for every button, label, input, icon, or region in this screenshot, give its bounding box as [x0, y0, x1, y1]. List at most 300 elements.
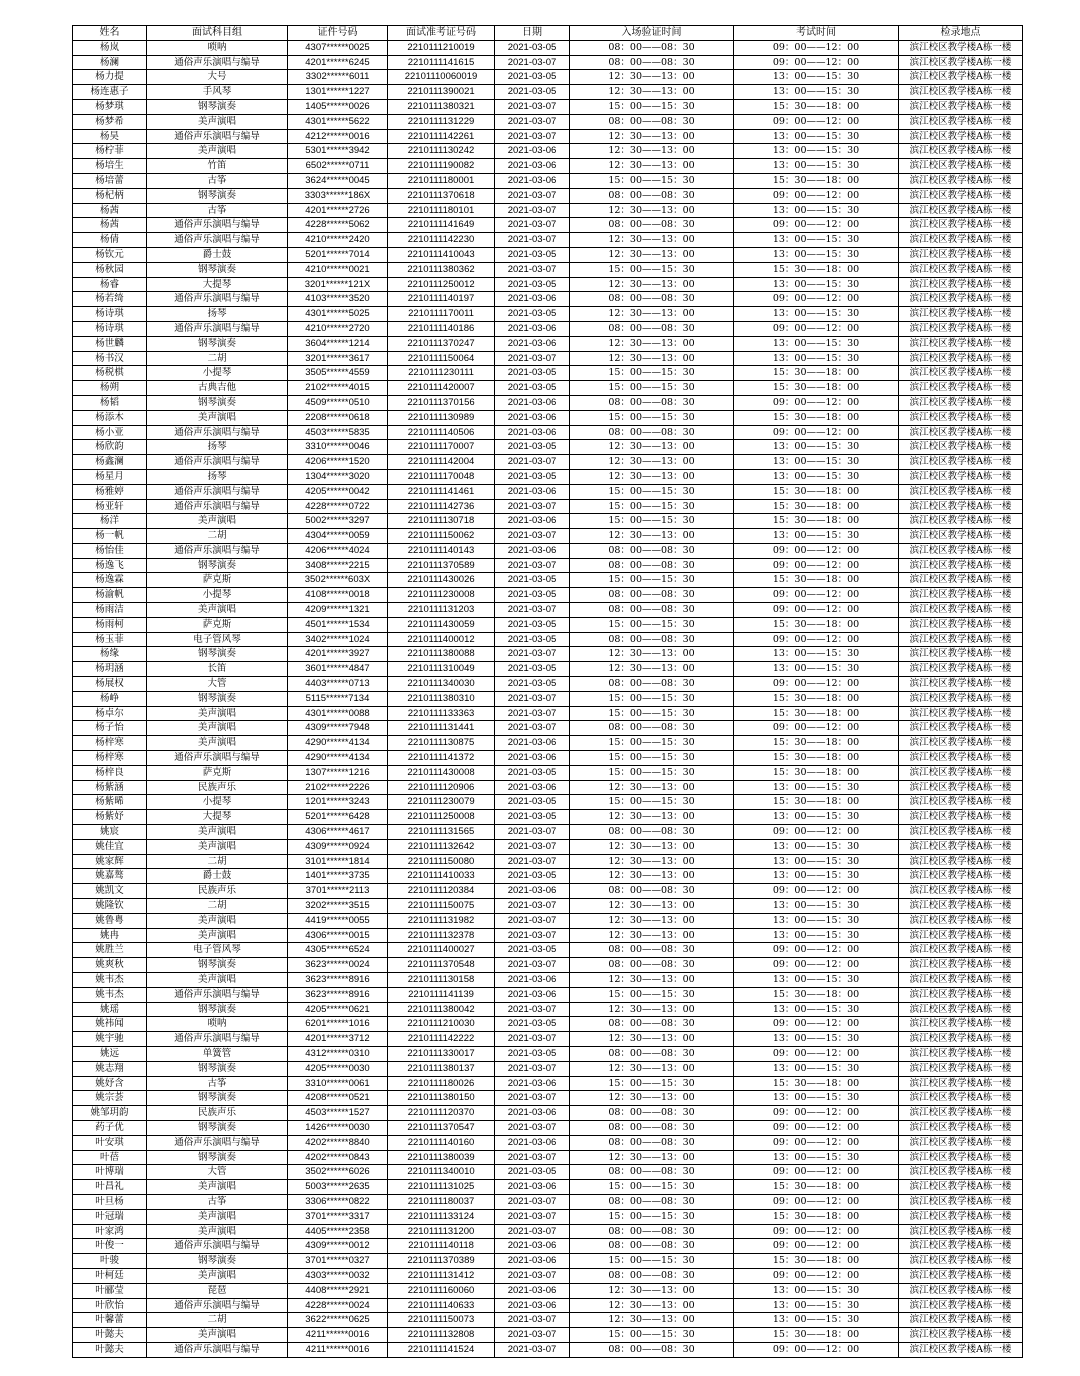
- cell-check-in-location: 滨江校区教学楼A栋一楼: [899, 1268, 1023, 1283]
- cell-id-number: 5115******7134: [288, 691, 388, 706]
- cell-subject-group: 通俗声乐演唱与编导: [147, 1135, 288, 1150]
- cell-subject-group: 美声演唱: [147, 144, 288, 159]
- cell-subject-group: 通俗声乐演唱与编导: [147, 425, 288, 440]
- cell-entry-check-time: 12：30——13：00: [570, 469, 734, 484]
- cell-name: 杨杞柄: [73, 188, 147, 203]
- table-row: [73, 336, 1023, 351]
- cell-date: 2021-03-05: [495, 307, 570, 322]
- cell-date: 2021-03-06: [495, 987, 570, 1002]
- cell-id-number: 4202******8840: [288, 1135, 388, 1150]
- cell-admission-number: 2210111400027: [388, 943, 495, 958]
- cell-name: 杨秋园: [73, 262, 147, 277]
- cell-date: 2021-03-05: [495, 662, 570, 677]
- cell-id-number: 4309******0012: [288, 1239, 388, 1254]
- cell-date: 2021-03-05: [495, 632, 570, 647]
- cell-admission-number: 2210111380137: [388, 1061, 495, 1076]
- cell-check-in-location: 滨江校区教学楼A栋一楼: [899, 1061, 1023, 1076]
- cell-name: 杨星月: [73, 469, 147, 484]
- cell-admission-number: 2210111340030: [388, 677, 495, 692]
- table-row: [73, 55, 1023, 70]
- cell-date: 2021-03-07: [495, 558, 570, 573]
- table-row: [73, 188, 1023, 203]
- cell-subject-group: 小提琴: [147, 366, 288, 381]
- cell-exam-time: 13：00——15：30: [734, 1283, 899, 1298]
- cell-date: 2021-03-07: [495, 1032, 570, 1047]
- cell-name: 姚隆钦: [73, 899, 147, 914]
- cell-admission-number: 2210111131203: [388, 603, 495, 618]
- table-row: [73, 499, 1023, 514]
- cell-admission-number: 2210111370389: [388, 1254, 495, 1269]
- table-row: [73, 440, 1023, 455]
- cell-exam-time: 09：00——12：00: [734, 632, 899, 647]
- cell-check-in-location: 滨江校区教学楼A栋一楼: [899, 810, 1023, 825]
- cell-id-number: 4290******4134: [288, 736, 388, 751]
- cell-id-number: 4501******1534: [288, 617, 388, 632]
- cell-date: 2021-03-06: [495, 1283, 570, 1298]
- table-row: [73, 899, 1023, 914]
- cell-admission-number: 2210111430008: [388, 765, 495, 780]
- cell-name: 叶懿夫: [73, 1328, 147, 1343]
- cell-date: 2021-03-06: [495, 410, 570, 425]
- cell-admission-number: 2210111230111: [388, 366, 495, 381]
- cell-subject-group: 爵士鼓: [147, 247, 288, 262]
- cell-exam-time: 13：00——15：30: [734, 351, 899, 366]
- cell-subject-group: 二胡: [147, 1313, 288, 1328]
- cell-name: 杨逸飞: [73, 558, 147, 573]
- cell-entry-check-time: 08：00——08：30: [570, 1135, 734, 1150]
- cell-exam-time: 13：00——15：30: [734, 277, 899, 292]
- cell-check-in-location: 滨江校区教学楼A栋一楼: [899, 1032, 1023, 1047]
- cell-admission-number: 2210111420007: [388, 381, 495, 396]
- cell-entry-check-time: 08：00——08：30: [570, 632, 734, 647]
- cell-admission-number: 2210111141461: [388, 484, 495, 499]
- cell-admission-number: 2210111150075: [388, 899, 495, 914]
- cell-name: 叶家鸿: [73, 1224, 147, 1239]
- cell-date: 2021-03-06: [495, 1298, 570, 1313]
- cell-admission-number: 2210111131229: [388, 114, 495, 129]
- cell-check-in-location: 滨江校区教学楼A栋一楼: [899, 662, 1023, 677]
- table-row: [73, 1254, 1023, 1269]
- cell-id-number: 2208******0618: [288, 410, 388, 425]
- cell-check-in-location: 滨江校区教学楼A栋一楼: [899, 869, 1023, 884]
- cell-name: 杨雨洁: [73, 603, 147, 618]
- cell-exam-time: 15：30——18：00: [734, 484, 899, 499]
- table-row: [73, 1298, 1023, 1313]
- cell-exam-time: 15：30——18：00: [734, 765, 899, 780]
- cell-subject-group: 唢呐: [147, 1017, 288, 1032]
- cell-date: 2021-03-06: [495, 292, 570, 307]
- cell-id-number: 4301******5622: [288, 114, 388, 129]
- cell-check-in-location: 滨江校区教学楼A栋一楼: [899, 410, 1023, 425]
- table-row: [73, 277, 1023, 292]
- cell-subject-group: 通俗声乐演唱与编导: [147, 129, 288, 144]
- cell-subject-group: 钢琴演奏: [147, 1091, 288, 1106]
- cell-id-number: 4228******5062: [288, 218, 388, 233]
- table-row: [73, 40, 1023, 55]
- cell-check-in-location: 滨江校区教学楼A栋一楼: [899, 1106, 1023, 1121]
- cell-check-in-location: 滨江校区教学楼A栋一楼: [899, 218, 1023, 233]
- cell-name: 杨诗琪: [73, 321, 147, 336]
- table-row: [73, 351, 1023, 366]
- cell-name: 叶俊一: [73, 1239, 147, 1254]
- cell-subject-group: 美声演唱: [147, 410, 288, 425]
- cell-name: 姚妤含: [73, 1076, 147, 1091]
- cell-exam-time: 09：00——12：00: [734, 1046, 899, 1061]
- cell-id-number: 3701******3317: [288, 1209, 388, 1224]
- cell-entry-check-time: 08：00——08：30: [570, 1046, 734, 1061]
- cell-date: 2021-03-07: [495, 854, 570, 869]
- cell-admission-number: 2210111131565: [388, 825, 495, 840]
- table-row: [73, 1194, 1023, 1209]
- cell-admission-number: 2210111390021: [388, 85, 495, 100]
- cell-date: 2021-03-06: [495, 1180, 570, 1195]
- cell-check-in-location: 滨江校区教学楼A栋一楼: [899, 854, 1023, 869]
- cell-date: 2021-03-05: [495, 469, 570, 484]
- cell-admission-number: 2210111133124: [388, 1209, 495, 1224]
- table-row: [73, 114, 1023, 129]
- cell-entry-check-time: 12：30——13：00: [570, 662, 734, 677]
- cell-exam-time: 09：00——12：00: [734, 55, 899, 70]
- cell-subject-group: 爵士鼓: [147, 869, 288, 884]
- cell-check-in-location: 滨江校区教学楼A栋一楼: [899, 455, 1023, 470]
- cell-admission-number: 2210111140197: [388, 292, 495, 307]
- table-row: [73, 262, 1023, 277]
- cell-name: 姚鲁粤: [73, 913, 147, 928]
- cell-admission-number: 2210111160060: [388, 1283, 495, 1298]
- cell-check-in-location: 滨江校区教学楼A栋一楼: [899, 425, 1023, 440]
- cell-name: 姚祎闻: [73, 1017, 147, 1032]
- cell-check-in-location: 滨江校区教学楼A栋一楼: [899, 55, 1023, 70]
- cell-entry-check-time: 15：00——15：30: [570, 706, 734, 721]
- cell-exam-time: 15：30——18：00: [734, 499, 899, 514]
- cell-subject-group: 钢琴演奏: [147, 1002, 288, 1017]
- table-row: [73, 1046, 1023, 1061]
- table-row: [73, 1328, 1023, 1343]
- cell-entry-check-time: 15：00——15：30: [570, 366, 734, 381]
- cell-id-number: 4405******2358: [288, 1224, 388, 1239]
- cell-name: 姚凯文: [73, 884, 147, 899]
- cell-check-in-location: 滨江校区教学楼A栋一楼: [899, 321, 1023, 336]
- cell-name: 杨欣韵: [73, 440, 147, 455]
- cell-name: 姚韦杰: [73, 973, 147, 988]
- cell-admission-number: 2210111130158: [388, 973, 495, 988]
- cell-date: 2021-03-06: [495, 395, 570, 410]
- cell-check-in-location: 滨江校区教学楼A栋一楼: [899, 1224, 1023, 1239]
- cell-check-in-location: 滨江校区教学楼A栋一楼: [899, 1254, 1023, 1269]
- cell-date: 2021-03-07: [495, 839, 570, 854]
- cell-entry-check-time: 15：00——15：30: [570, 514, 734, 529]
- cell-subject-group: 美声演唱: [147, 736, 288, 751]
- cell-date: 2021-03-05: [495, 40, 570, 55]
- cell-subject-group: 大号: [147, 70, 288, 85]
- cell-entry-check-time: 15：00——15：30: [570, 1254, 734, 1269]
- cell-name: 杨玥涵: [73, 662, 147, 677]
- cell-entry-check-time: 12：30——13：00: [570, 203, 734, 218]
- cell-admission-number: 2210111131025: [388, 1180, 495, 1195]
- cell-subject-group: 钢琴演奏: [147, 336, 288, 351]
- cell-name: 杨怡佳: [73, 543, 147, 558]
- table-body: [73, 40, 1023, 1357]
- cell-date: 2021-03-06: [495, 751, 570, 766]
- table-row: [73, 839, 1023, 854]
- cell-exam-time: 13：00——15：30: [734, 203, 899, 218]
- cell-name: 姚嘉骜: [73, 869, 147, 884]
- cell-date: 2021-03-06: [495, 543, 570, 558]
- cell-id-number: 4205******0621: [288, 1002, 388, 1017]
- cell-admission-number: 2210111141649: [388, 218, 495, 233]
- cell-id-number: 4201******6245: [288, 55, 388, 70]
- cell-id-number: 4209******1321: [288, 603, 388, 618]
- table-row: [73, 780, 1023, 795]
- cell-name: 叶馨蕾: [73, 1313, 147, 1328]
- cell-name: 杨紫涵: [73, 780, 147, 795]
- table-row: [73, 484, 1023, 499]
- cell-admission-number: 2210111150064: [388, 351, 495, 366]
- cell-id-number: 4309******0924: [288, 839, 388, 854]
- cell-exam-time: 13：00——15：30: [734, 144, 899, 159]
- cell-admission-number: 2210111380042: [388, 1002, 495, 1017]
- cell-entry-check-time: 08：00——08：30: [570, 825, 734, 840]
- cell-exam-time: 15：30——18：00: [734, 1254, 899, 1269]
- table-row: [73, 1106, 1023, 1121]
- cell-name: 叶冠瑞: [73, 1209, 147, 1224]
- cell-id-number: 4211******0016: [288, 1342, 388, 1357]
- cell-admission-number: 2210111132808: [388, 1328, 495, 1343]
- cell-entry-check-time: 12：30——13：00: [570, 70, 734, 85]
- cell-subject-group: 钢琴演奏: [147, 958, 288, 973]
- table-row: [73, 1224, 1023, 1239]
- cell-date: 2021-03-05: [495, 1017, 570, 1032]
- cell-id-number: 3622******0625: [288, 1313, 388, 1328]
- cell-entry-check-time: 08：00——08：30: [570, 958, 734, 973]
- cell-admission-number: 2210111132642: [388, 839, 495, 854]
- cell-admission-number: 2210111370547: [388, 1120, 495, 1135]
- cell-exam-time: 09：00——12：00: [734, 1224, 899, 1239]
- cell-subject-group: 钢琴演奏: [147, 262, 288, 277]
- cell-check-in-location: 滨江校区教学楼A栋一楼: [899, 144, 1023, 159]
- table-row: [73, 1268, 1023, 1283]
- cell-subject-group: 民族声乐: [147, 780, 288, 795]
- cell-id-number: 4201******2726: [288, 203, 388, 218]
- cell-admission-number: 2210111180101: [388, 203, 495, 218]
- cell-entry-check-time: 08：00——08：30: [570, 188, 734, 203]
- cell-date: 2021-03-05: [495, 765, 570, 780]
- cell-date: 2021-03-06: [495, 884, 570, 899]
- cell-admission-number: 2210111140633: [388, 1298, 495, 1313]
- cell-name: 姚佳宜: [73, 839, 147, 854]
- table-row: [73, 573, 1023, 588]
- cell-exam-time: 15：30——18：00: [734, 366, 899, 381]
- cell-subject-group: 美声演唱: [147, 514, 288, 529]
- cell-name: 姚志翔: [73, 1061, 147, 1076]
- cell-check-in-location: 滨江校区教学楼A栋一楼: [899, 1135, 1023, 1150]
- cell-subject-group: 通俗声乐演唱与编导: [147, 484, 288, 499]
- cell-exam-time: 13：00——15：30: [734, 529, 899, 544]
- table-row: [73, 1165, 1023, 1180]
- table-row: [73, 395, 1023, 410]
- table-row: [73, 203, 1023, 218]
- cell-exam-time: 15：30——18：00: [734, 99, 899, 114]
- cell-id-number: 4306******4617: [288, 825, 388, 840]
- cell-name: 杨玉菲: [73, 632, 147, 647]
- cell-check-in-location: 滨江校区教学楼A栋一楼: [899, 1120, 1023, 1135]
- cell-admission-number: 2210111130989: [388, 410, 495, 425]
- cell-entry-check-time: 08：00——08：30: [570, 1342, 734, 1357]
- cell-date: 2021-03-06: [495, 1106, 570, 1121]
- cell-exam-time: 15：30——18：00: [734, 1328, 899, 1343]
- cell-name: 杨子怡: [73, 721, 147, 736]
- cell-entry-check-time: 12：30——13：00: [570, 1091, 734, 1106]
- cell-date: 2021-03-07: [495, 351, 570, 366]
- table-row: [73, 884, 1023, 899]
- cell-id-number: 3624******0045: [288, 173, 388, 188]
- cell-admission-number: 2210111130718: [388, 514, 495, 529]
- cell-entry-check-time: 08：00——08：30: [570, 677, 734, 692]
- cell-name: 杨鑫澜: [73, 455, 147, 470]
- cell-admission-number: 2210111410043: [388, 247, 495, 262]
- cell-check-in-location: 滨江校区教学楼A栋一楼: [899, 913, 1023, 928]
- cell-id-number: 6502******0711: [288, 159, 388, 174]
- cell-id-number: 5201******7014: [288, 247, 388, 262]
- cell-date: 2021-03-07: [495, 233, 570, 248]
- cell-entry-check-time: 12：30——13：00: [570, 780, 734, 795]
- cell-date: 2021-03-07: [495, 1268, 570, 1283]
- cell-check-in-location: 滨江校区教学楼A栋一楼: [899, 973, 1023, 988]
- cell-admission-number: 2210111230008: [388, 588, 495, 603]
- header-id-number: 证件号码: [288, 26, 388, 41]
- cell-id-number: 4206******4024: [288, 543, 388, 558]
- cell-admission-number: 2210111141372: [388, 751, 495, 766]
- cell-entry-check-time: 12：30——13：00: [570, 928, 734, 943]
- cell-admission-number: 2210111340010: [388, 1165, 495, 1180]
- cell-entry-check-time: 08：00——08：30: [570, 1120, 734, 1135]
- cell-name: 杨税棋: [73, 366, 147, 381]
- cell-date: 2021-03-05: [495, 381, 570, 396]
- cell-admission-number: 2210111120906: [388, 780, 495, 795]
- cell-admission-number: 2210111150062: [388, 529, 495, 544]
- cell-exam-time: 09：00——12：00: [734, 40, 899, 55]
- cell-exam-time: 13：00——15：30: [734, 440, 899, 455]
- cell-exam-time: 09：00——12：00: [734, 958, 899, 973]
- cell-entry-check-time: 12：30——13：00: [570, 277, 734, 292]
- cell-entry-check-time: 08：00——08：30: [570, 1165, 734, 1180]
- cell-name: 杨梦希: [73, 114, 147, 129]
- cell-exam-time: 15：30——18：00: [734, 706, 899, 721]
- cell-name: 杨若绮: [73, 292, 147, 307]
- cell-date: 2021-03-05: [495, 573, 570, 588]
- cell-check-in-location: 滨江校区教学楼A栋一楼: [899, 129, 1023, 144]
- cell-exam-time: 09：00——12：00: [734, 188, 899, 203]
- cell-id-number: 4303******0032: [288, 1268, 388, 1283]
- table-row: [73, 928, 1023, 943]
- cell-exam-time: 13：00——15：30: [734, 85, 899, 100]
- cell-subject-group: 古筝: [147, 203, 288, 218]
- cell-name: 杨书汉: [73, 351, 147, 366]
- cell-name: 杨小亚: [73, 425, 147, 440]
- cell-check-in-location: 滨江校区教学楼A栋一楼: [899, 469, 1023, 484]
- cell-check-in-location: 滨江校区教学楼A栋一楼: [899, 839, 1023, 854]
- cell-check-in-location: 滨江校区教学楼A栋一楼: [899, 366, 1023, 381]
- cell-admission-number: 2210111370247: [388, 336, 495, 351]
- cell-date: 2021-03-06: [495, 336, 570, 351]
- cell-name: 杨朔: [73, 381, 147, 396]
- cell-check-in-location: 滨江校区教学楼A栋一楼: [899, 617, 1023, 632]
- table-row: [73, 321, 1023, 336]
- cell-entry-check-time: 15：00——15：30: [570, 765, 734, 780]
- cell-entry-check-time: 12：30——13：00: [570, 1061, 734, 1076]
- cell-admission-number: 2210111140143: [388, 543, 495, 558]
- cell-id-number: 3623******0024: [288, 958, 388, 973]
- cell-entry-check-time: 12：30——13：00: [570, 647, 734, 662]
- cell-admission-number: 2210111370618: [388, 188, 495, 203]
- cell-admission-number: 2210111430059: [388, 617, 495, 632]
- cell-admission-number: 2210111130242: [388, 144, 495, 159]
- table-row: [73, 366, 1023, 381]
- cell-admission-number: 2210111380310: [388, 691, 495, 706]
- cell-name: 杨洋: [73, 514, 147, 529]
- cell-subject-group: 通俗声乐演唱与编导: [147, 1239, 288, 1254]
- cell-admission-number: 2210111141615: [388, 55, 495, 70]
- cell-date: 2021-03-07: [495, 647, 570, 662]
- cell-exam-time: 13：00——15：30: [734, 913, 899, 928]
- table-row: [73, 691, 1023, 706]
- cell-name: 杨紫妤: [73, 810, 147, 825]
- cell-exam-time: 13：00——15：30: [734, 247, 899, 262]
- cell-date: 2021-03-07: [495, 1328, 570, 1343]
- cell-id-number: 1304******3020: [288, 469, 388, 484]
- table-row: [73, 1209, 1023, 1224]
- table-row: [73, 721, 1023, 736]
- cell-exam-time: 09：00——12：00: [734, 677, 899, 692]
- table-row: [73, 159, 1023, 174]
- cell-subject-group: 通俗声乐演唱与编导: [147, 55, 288, 70]
- cell-check-in-location: 滨江校区教学楼A栋一楼: [899, 899, 1023, 914]
- cell-date: 2021-03-05: [495, 795, 570, 810]
- table-row: [73, 810, 1023, 825]
- cell-exam-time: 13：00——15：30: [734, 469, 899, 484]
- table-row: [73, 425, 1023, 440]
- cell-entry-check-time: 15：00——15：30: [570, 573, 734, 588]
- cell-check-in-location: 滨江校区教学楼A栋一楼: [899, 307, 1023, 322]
- cell-check-in-location: 滨江校区教学楼A栋一楼: [899, 987, 1023, 1002]
- cell-check-in-location: 滨江校区教学楼A栋一楼: [899, 751, 1023, 766]
- cell-subject-group: 钢琴演奏: [147, 1120, 288, 1135]
- cell-name: 杨昊: [73, 129, 147, 144]
- cell-id-number: 3601******4847: [288, 662, 388, 677]
- cell-exam-time: 13：00——15：30: [734, 1002, 899, 1017]
- cell-check-in-location: 滨江校区教学楼A栋一楼: [899, 292, 1023, 307]
- cell-admission-number: 2210111400012: [388, 632, 495, 647]
- cell-subject-group: 钢琴演奏: [147, 1150, 288, 1165]
- cell-subject-group: 美声演唱: [147, 928, 288, 943]
- cell-check-in-location: 滨江校区教学楼A栋一楼: [899, 85, 1023, 100]
- cell-name: 杨倩: [73, 233, 147, 248]
- cell-id-number: 4201******3712: [288, 1032, 388, 1047]
- cell-name: 杨岚: [73, 40, 147, 55]
- cell-date: 2021-03-07: [495, 913, 570, 928]
- cell-date: 2021-03-05: [495, 440, 570, 455]
- cell-admission-number: 2210111370589: [388, 558, 495, 573]
- cell-id-number: 4228******0024: [288, 1298, 388, 1313]
- cell-exam-time: 09：00——12：00: [734, 1342, 899, 1357]
- cell-entry-check-time: 12：30——13：00: [570, 1298, 734, 1313]
- cell-name: 杨澜: [73, 55, 147, 70]
- cell-name: 杨一帆: [73, 529, 147, 544]
- cell-id-number: 4503******1527: [288, 1106, 388, 1121]
- cell-entry-check-time: 08：00——08：30: [570, 943, 734, 958]
- cell-exam-time: 09：00——12：00: [734, 825, 899, 840]
- cell-subject-group: 萨克斯: [147, 765, 288, 780]
